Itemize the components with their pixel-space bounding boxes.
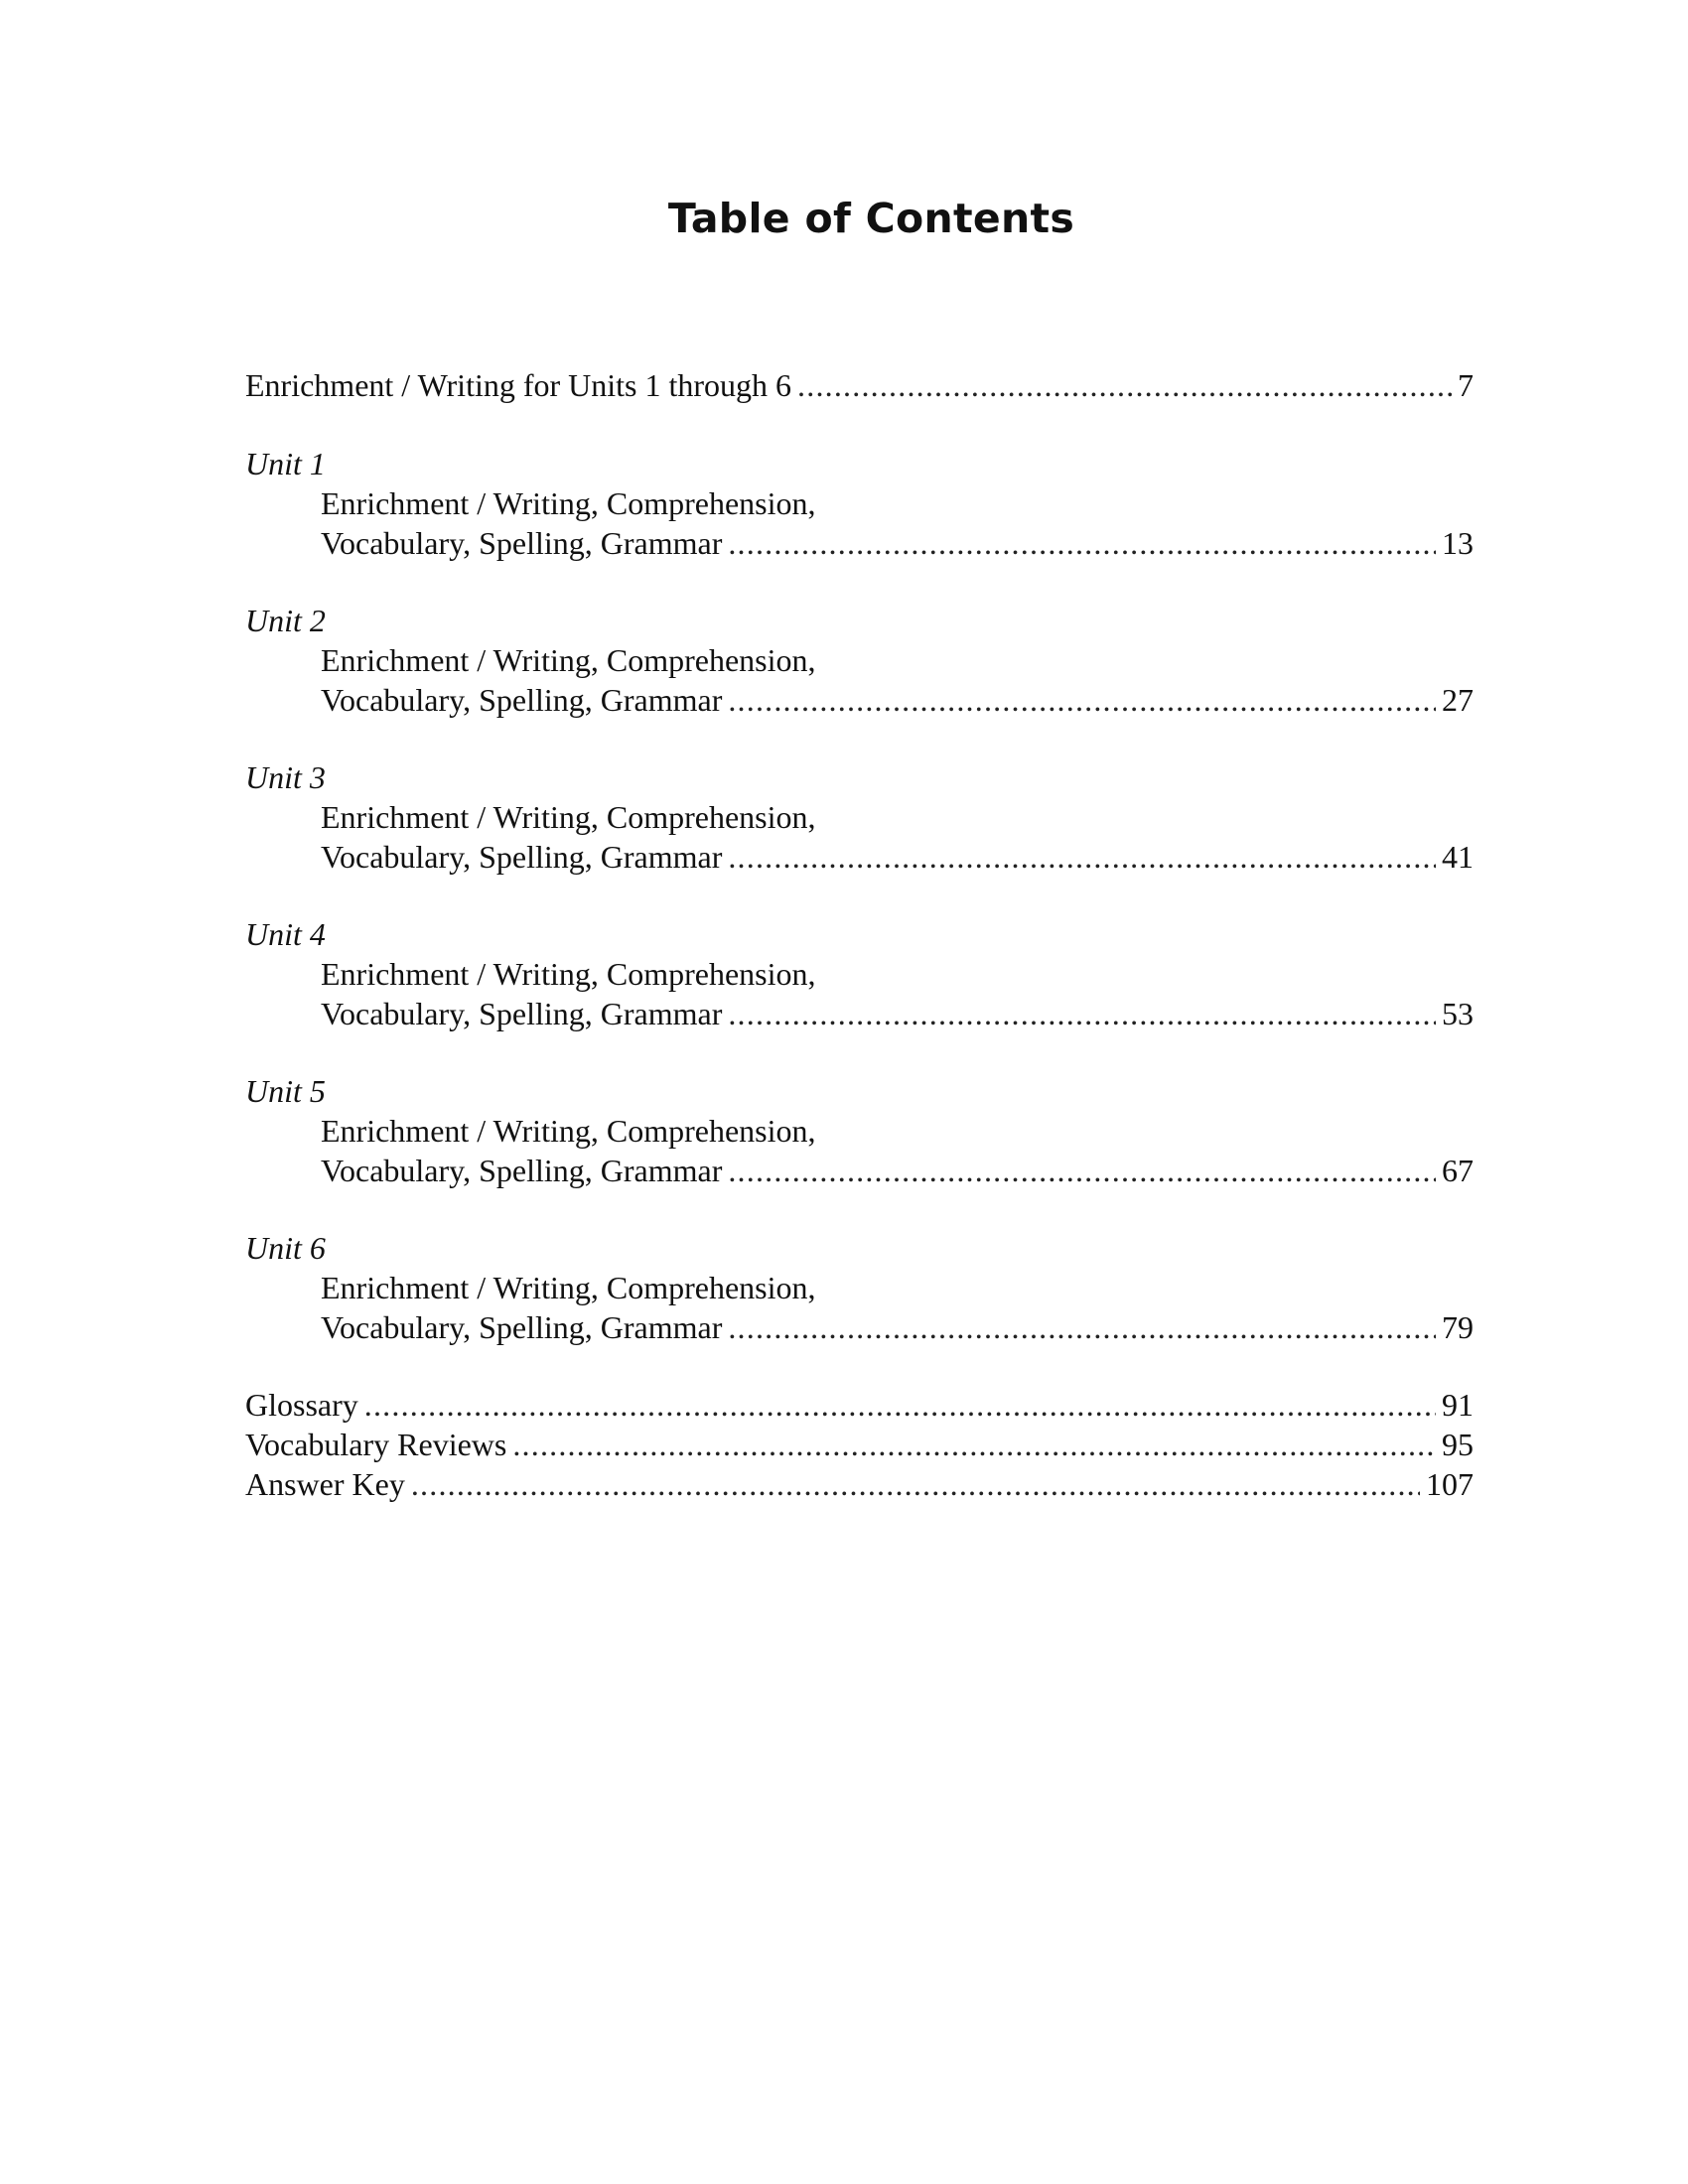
unit-label: Unit 5: [245, 1073, 326, 1109]
unit-topics-line: Vocabulary, Spelling, Grammar: [321, 996, 723, 1031]
toc-page-number: 7: [1458, 367, 1474, 403]
toc-entry-text: Glossary: [245, 1387, 358, 1423]
toc-entry-intro[interactable]: [245, 365, 1474, 405]
unit-topics-line: Enrichment / Writing, Comprehension,: [321, 642, 816, 678]
dot-leader: [728, 994, 1436, 1033]
toc-page-number: 107: [1426, 1466, 1474, 1502]
unit-label: Unit 6: [245, 1230, 326, 1266]
unit-topics-line: Vocabulary, Spelling, Grammar: [321, 1153, 723, 1188]
toc-entry-glossary[interactable]: [245, 1385, 1474, 1425]
unit-topics-line: Vocabulary, Spelling, Grammar: [321, 525, 723, 561]
toc-page-number: 27: [1442, 682, 1474, 718]
unit-topics-line: Enrichment / Writing, Comprehension,: [321, 1113, 816, 1149]
toc-entry-text: Answer Key: [245, 1466, 405, 1502]
toc-entry-vocabulary-reviews[interactable]: [245, 1425, 1474, 1464]
dot-leader: [512, 1425, 1436, 1464]
dot-leader: [728, 837, 1436, 877]
unit-topics-line: Enrichment / Writing, Comprehension,: [321, 485, 816, 521]
toc-page-number: 41: [1442, 839, 1474, 875]
toc-entry-unit-3: [245, 837, 1474, 877]
toc-unit-4[interactable]: [245, 914, 1474, 1033]
unit-label: Unit 4: [245, 916, 326, 952]
toc-unit-5[interactable]: [245, 1071, 1474, 1190]
toc-entry-unit-1: [245, 523, 1474, 563]
toc-entry-unit-4: [245, 994, 1474, 1033]
toc-page-number: 13: [1442, 525, 1474, 561]
toc-page-number: 79: [1442, 1309, 1474, 1345]
unit-label: Unit 3: [245, 759, 326, 795]
dot-leader: [728, 1151, 1436, 1190]
dot-leader: [728, 523, 1436, 563]
unit-topics-line: Vocabulary, Spelling, Grammar: [321, 1309, 723, 1345]
dot-leader: [728, 680, 1436, 720]
dot-leader: [728, 1307, 1436, 1347]
unit-topics-line: Vocabulary, Spelling, Grammar: [321, 839, 723, 875]
unit-topics-line: Enrichment / Writing, Comprehension,: [321, 956, 816, 992]
section-spacer: [245, 720, 1474, 757]
section-spacer: [245, 877, 1474, 914]
section-spacer: [245, 1190, 1474, 1228]
toc-entry-text: Vocabulary Reviews: [245, 1427, 507, 1462]
toc-unit-3[interactable]: [245, 757, 1474, 877]
toc-entry-text: Enrichment / Writing for Units 1 through 6: [245, 367, 792, 403]
toc-page-number: 95: [1442, 1427, 1474, 1462]
unit-label: Unit 2: [245, 603, 326, 638]
toc-entry-answer-key[interactable]: [245, 1464, 1474, 1504]
unit-topics-line: Enrichment / Writing, Comprehension,: [321, 799, 816, 835]
section-spacer: [245, 1033, 1474, 1071]
toc-unit-1[interactable]: [245, 444, 1474, 563]
unit-topics-line: Vocabulary, Spelling, Grammar: [321, 682, 723, 718]
toc-unit-6[interactable]: [245, 1228, 1474, 1347]
section-spacer: [245, 563, 1474, 601]
dot-leader: [411, 1464, 1420, 1504]
unit-label: Unit 1: [245, 446, 326, 481]
table-of-contents: [245, 365, 1474, 1504]
toc-page-number: 91: [1442, 1387, 1474, 1423]
dot-leader: [364, 1385, 1436, 1425]
unit-topics-line: Enrichment / Writing, Comprehension,: [321, 1270, 816, 1305]
section-spacer: [245, 1347, 1474, 1385]
toc-entry-unit-5: [245, 1151, 1474, 1190]
section-spacer: [245, 405, 1474, 444]
toc-page-number: 53: [1442, 996, 1474, 1031]
dot-leader: [797, 365, 1452, 405]
toc-page-number: 67: [1442, 1153, 1474, 1188]
toc-entry-unit-6: [245, 1307, 1474, 1347]
toc-entry-unit-2: [245, 680, 1474, 720]
page-title: Table of Contents: [667, 195, 1075, 242]
toc-unit-2[interactable]: [245, 601, 1474, 720]
